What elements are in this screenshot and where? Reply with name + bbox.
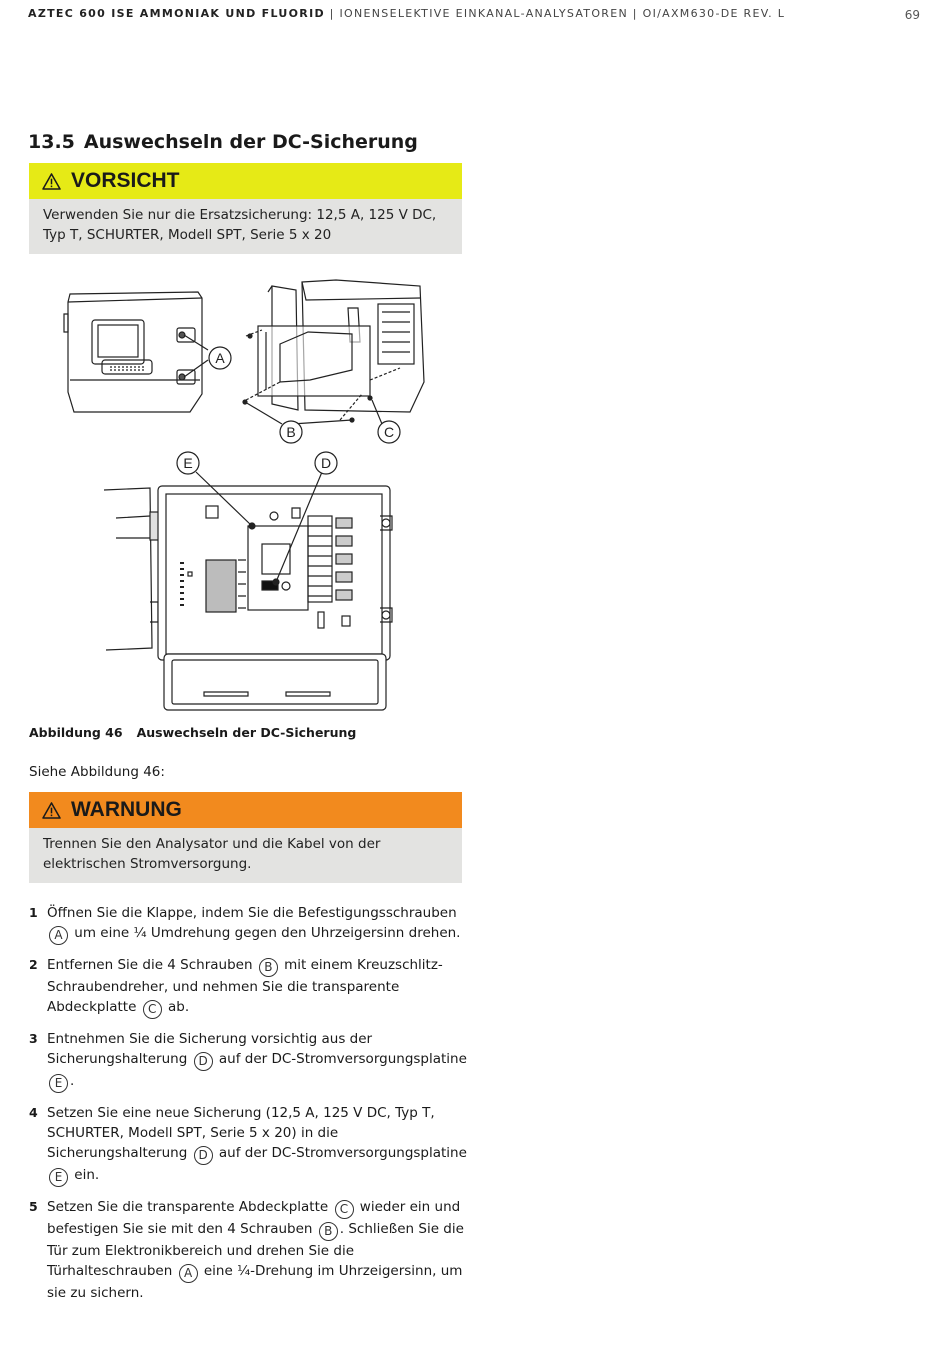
callout-c-label: C (383, 424, 395, 440)
step-number: 4 (29, 1105, 38, 1120)
warning-line-1: Trennen Sie den Analysator und die Kabel von der (43, 836, 381, 852)
callout-ref-e: E (49, 1074, 68, 1093)
figure-caption (29, 725, 356, 740)
callout-e-group (177, 452, 199, 474)
callout-ref-b: B (319, 1222, 338, 1241)
header-product: AZTEC 600 ISE AMMONIAK UND FLUORID (28, 7, 325, 20)
callout-b-label: B (286, 424, 296, 440)
warning-triangle-icon (42, 173, 61, 190)
step-text: Setzen Sie die transparente Abdeckplatte C wieder ein und befestigen Sie sie mit den 4 Schrauben B . Schließen Sie die Tür zum Elektronikbereich und drehen Sie die Türhalteschrauben A eine ¼-Drehung im Uhrzeigersinn, um sie zu sichern. (47, 1199, 464, 1301)
callout-c-group (378, 421, 400, 443)
step-1 (29, 903, 479, 945)
page-number: 69 (904, 8, 920, 22)
caution-line-2: Typ T, SCHURTER, Modell SPT, Serie 5 x 20 (43, 227, 332, 243)
callout-a-group (209, 347, 231, 369)
caution-title: VORSICHT (71, 169, 180, 192)
section-number: 13.5 (28, 131, 75, 153)
callout-e-label: E (183, 455, 193, 471)
step-number: 5 (29, 1199, 38, 1214)
callout-d-label: D (320, 455, 332, 471)
section-heading (28, 131, 418, 153)
step-number: 2 (29, 957, 38, 972)
callout-ref-c: C (143, 1000, 162, 1019)
warning-box (29, 792, 462, 883)
step-5 (29, 1197, 479, 1303)
caution-box (29, 163, 462, 254)
warning-line-2: elektrischen Stromversorgung. (43, 856, 252, 872)
warning-header (29, 792, 462, 828)
analyzer-front-illustration (64, 292, 208, 412)
fuse-replacement-figure (40, 272, 440, 718)
callout-b-group (280, 421, 302, 443)
callout-ref-a: A (49, 926, 68, 945)
callout-ref-b: B (259, 958, 278, 977)
step-text: Entnehmen Sie die Sicherung vorsichtig aus der Sicherungshalterung D auf der DC-Stromversorgungsplatine E . (47, 1029, 479, 1093)
procedure-steps (29, 903, 479, 1313)
step-text: Öffnen Sie die Klappe, indem Sie die Befestigungsschrauben A um eine ¼ Umdrehung gegen den Uhrzeigersinn drehen. (47, 903, 479, 945)
caution-line-1: Verwenden Sie nur die Ersatzsicherung: 12,5 A, 125 V DC, (43, 207, 437, 223)
step-2 (29, 955, 479, 1019)
callout-a-label: A (215, 350, 225, 366)
caution-text (29, 199, 462, 254)
running-header (28, 7, 785, 20)
step-3 (29, 1029, 479, 1093)
callout-ref-d: D (194, 1146, 213, 1165)
caution-header (29, 163, 462, 199)
section-title: Auswechseln der DC-Sicherung (83, 131, 418, 153)
step-4 (29, 1103, 479, 1187)
electronics-enclosure-illustration (104, 472, 392, 710)
callout-ref-a: A (179, 1264, 198, 1283)
warning-title: WARNUNG (71, 798, 182, 821)
figure-title: Auswechseln der DC-Sicherung (136, 725, 357, 740)
figure-number: Abbildung 46 (29, 725, 123, 740)
step-number: 1 (29, 905, 38, 920)
callout-ref-d: D (194, 1052, 213, 1071)
warning-triangle-icon (42, 802, 61, 819)
step-text: Entfernen Sie die 4 Schrauben B mit einem Kreuzschlitz-Schraubendreher, und nehmen Sie die transparente Abdeckplatte C ab. (47, 955, 479, 1019)
callout-d-group (315, 452, 337, 474)
callout-ref-c: C (335, 1200, 354, 1219)
exploded-cover-illustration (243, 280, 424, 424)
warning-text (29, 828, 462, 883)
step-number: 3 (29, 1031, 38, 1046)
header-subtitle: | IONENSELEKTIVE EINKANAL-ANALYSATOREN | OI/AXM630-DE REV. L (324, 7, 786, 20)
figure-reference: Siehe Abbildung 46: (29, 764, 165, 780)
step-text: Setzen Sie eine neue Sicherung (12,5 A, 125 V DC, Typ T, SCHURTER, Modell SPT, Serie 5 x 20) in die Sicherungshalterung D auf der DC-Stromversorgungsplatine E ein. (47, 1103, 479, 1187)
callout-ref-e: E (49, 1168, 68, 1187)
